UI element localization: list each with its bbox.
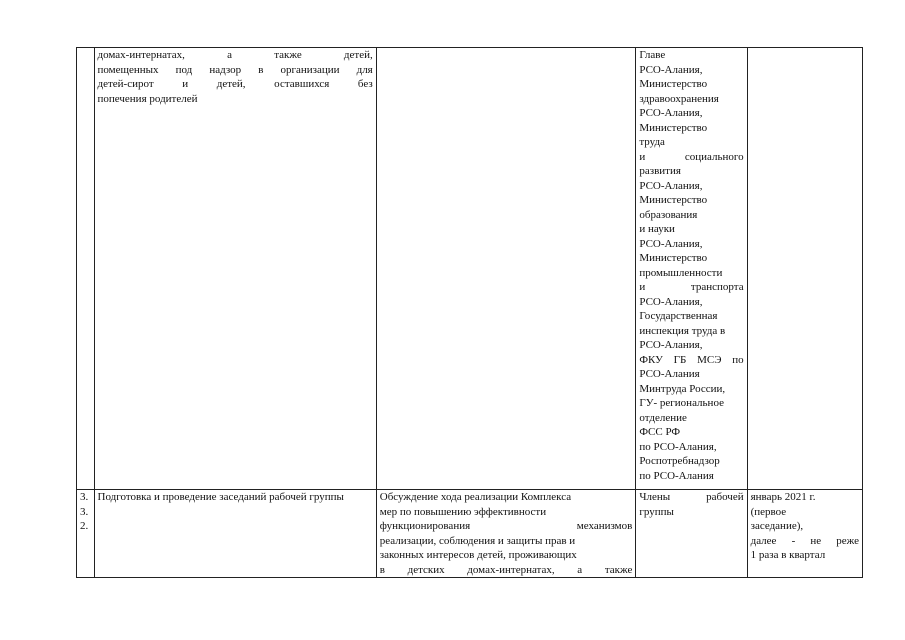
text-line: январь 2021 г. [750, 491, 816, 503]
text-line: Министерство [639, 121, 708, 134]
text-line: РСО-Алания [639, 368, 700, 380]
text-line: РСО-Алания, [639, 237, 703, 250]
measures-table [76, 47, 863, 578]
measure-name-cell [94, 48, 376, 490]
text-line: труда [639, 136, 665, 148]
text-line: и транспорта [639, 281, 744, 293]
text-line: ГУ- региональное [639, 397, 724, 409]
text-line: РСО-Алания, [639, 107, 703, 119]
measure-content-cell [376, 490, 636, 578]
text-line: развития [639, 165, 681, 177]
term-cell [747, 48, 862, 490]
text-line: РСО-Алания, [639, 63, 703, 76]
text-line: отделение [639, 411, 687, 424]
text-line: далее - не реже [750, 534, 859, 547]
text-line: Роспотребнадзор [639, 455, 720, 467]
text-line: реализации, соблюдения и защиты прав и [379, 534, 576, 547]
responsible-cell [636, 48, 747, 490]
text-line: (первое [750, 505, 787, 518]
text-line: ФКУ ГБ МСЭ по [639, 353, 744, 366]
text-line: образования [639, 208, 698, 221]
text-line: промышленности [639, 266, 723, 279]
text-line: РСО-Алания, [639, 179, 703, 192]
table-row [77, 48, 863, 490]
text-line: законных интересов детей, проживающих [379, 549, 577, 561]
text-line: Министерство [639, 194, 708, 206]
text-line: помещенных под надзор в организации для [97, 63, 373, 76]
text-line: в детских домах-интернатах, а также [379, 563, 633, 576]
responsible-cell: Члены рабочей группы [636, 490, 747, 578]
text-line: Министерство [639, 252, 708, 264]
text-line: и науки [639, 223, 675, 235]
measure-name-cell: Подготовка и проведение заседаний рабочей группы [94, 490, 376, 578]
text-line: РСО-Алания, [639, 295, 703, 308]
text-line: здравоохранения [639, 92, 719, 105]
text-line: Государственная [639, 310, 718, 322]
text-line: заседание), [750, 520, 804, 532]
table-row [77, 490, 863, 578]
text-line: по РСО-Алания [639, 469, 714, 482]
text-line: функционирования механизмов [379, 520, 633, 532]
term-cell [747, 490, 862, 578]
text-line: по РСО-Алания, [639, 440, 717, 453]
text-line: детей-сирот и детей, оставшихся без [97, 78, 373, 90]
text-line: Министерство [639, 78, 708, 90]
text-line: попечения родителей [97, 92, 198, 105]
row-number-cell: 3.3.2. [77, 490, 95, 578]
text-line: домах-интернатах, а также детей, [97, 49, 373, 61]
text-line: Главе [639, 49, 666, 61]
text-line: Минтруда России, [639, 382, 726, 395]
text-line: ФСС РФ [639, 426, 681, 438]
text-line: РСО-Алания, [639, 339, 703, 351]
text-line: и социального [639, 150, 744, 163]
text-line: мер по повышению эффективности [379, 505, 547, 518]
text-line: Обсуждение хода реализации Комплекса [379, 491, 572, 503]
row-number-cell [77, 48, 95, 490]
text-line: инспекция труда в [639, 324, 726, 337]
text-line: 1 раза в квартал [750, 549, 826, 561]
measure-content-cell [376, 48, 636, 490]
